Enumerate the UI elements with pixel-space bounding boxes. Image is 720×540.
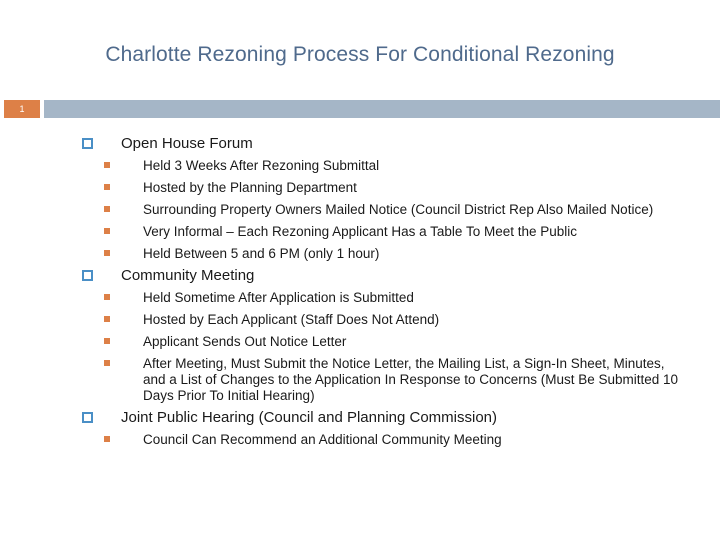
section-heading: [0, 266, 720, 285]
orange-bullet-icon: [104, 294, 110, 300]
list-item-text: Held 3 Weeks After Rezoning Submittal: [143, 158, 380, 173]
list-item-text: Held Between 5 and 6 PM (only 1 hour): [143, 246, 380, 261]
section-heading: [0, 134, 720, 153]
list-item: [0, 290, 720, 306]
orange-bullet-icon: [104, 228, 110, 234]
square-bullet-icon: [82, 412, 93, 423]
orange-bullet-icon: [104, 162, 110, 168]
list-item-text: Applicant Sends Out Notice Letter: [143, 334, 347, 349]
orange-bullet-icon: [104, 250, 110, 256]
orange-bullet-icon: [104, 316, 110, 322]
list-item: [0, 246, 720, 262]
list-item-text: Hosted by the Planning Department: [143, 180, 357, 195]
section-heading-text: Joint Public Hearing (Council and Planning Commission): [121, 409, 498, 426]
list-item: [0, 202, 720, 218]
list-item: [0, 224, 720, 240]
square-bullet-icon: [82, 138, 93, 149]
list-item: [0, 312, 720, 328]
list-item: [0, 334, 720, 350]
list-item-text: Hosted by Each Applicant (Staff Does Not Attend): [143, 312, 440, 327]
list-item: [0, 158, 720, 174]
slide-title: Charlotte Rezoning Process For Conditional Rezoning: [105, 43, 615, 66]
orange-bullet-icon: [104, 338, 110, 344]
list-item-text: Council Can Recommend an Additional Community Meeting: [143, 432, 502, 447]
list-item-text: After Meeting, Must Submit the Notice Letter, the Mailing List, a Sign-In Sheet, Minutes, and a List of Changes to the Application In Response to Concerns (Must Be Submitted 10 Days Prior To Initial Hearing): [143, 356, 679, 403]
list-item-text: Very Informal – Each Rezoning Applicant Has a Table To Meet the Public: [143, 224, 578, 239]
list-item-text: Surrounding Property Owners Mailed Notice (Council District Rep Also Mailed Notice): [143, 202, 654, 217]
list-item: [0, 180, 720, 196]
list-item: [0, 432, 720, 448]
slide-number-badge: 1: [4, 100, 40, 118]
orange-bullet-icon: [104, 436, 110, 442]
orange-bullet-icon: [104, 206, 110, 212]
slide-body: [0, 134, 720, 448]
list-item-text: Held Sometime After Application is Submitted: [143, 290, 414, 305]
list-item: [0, 356, 720, 404]
header-band: [44, 100, 720, 118]
square-bullet-icon: [82, 270, 93, 281]
orange-bullet-icon: [104, 184, 110, 190]
section-heading-text: Community Meeting: [121, 267, 255, 284]
section-heading-text: Open House Forum: [121, 135, 253, 152]
section-heading: [0, 408, 720, 427]
orange-bullet-icon: [104, 360, 110, 366]
